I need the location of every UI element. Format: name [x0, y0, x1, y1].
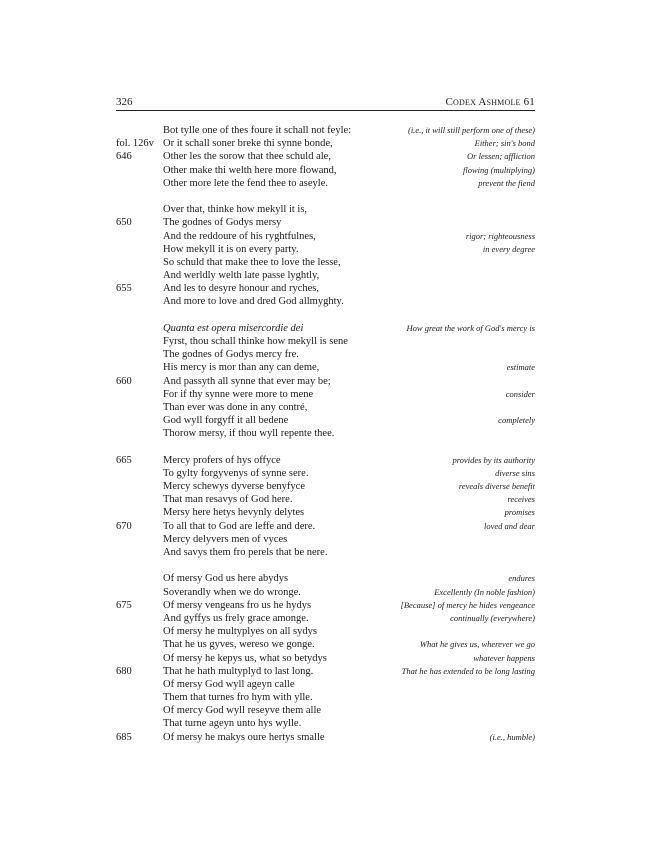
verse-text: Mercy profers of hys offyce [163, 454, 281, 466]
verse-line [0, 427, 650, 440]
line-number: 665 [116, 454, 132, 466]
verse-line [0, 652, 650, 665]
stanza-break [0, 559, 650, 572]
gloss-note: estimate [506, 362, 535, 373]
verse-text: And les to desyre honour and ryches, [163, 283, 320, 295]
verse-text: Of mersy he kepys us, what so betydys [163, 652, 327, 664]
line-number: 680 [116, 665, 132, 677]
gloss-note: (i.e., it will still perform one of these) [407, 125, 535, 135]
gloss-note: in every degree [482, 243, 535, 254]
line-number: 655 [116, 283, 132, 295]
line-number: 685 [116, 731, 132, 743]
verse-text: And werldly welth late passe lyghtly, [163, 270, 320, 282]
verse-line [0, 546, 650, 559]
verse-text: Of mersy he multyplyes on all sydys [163, 626, 317, 638]
gloss-note: continually (everywhere) [450, 612, 535, 623]
verse-line [0, 506, 650, 519]
verse-line [0, 256, 650, 269]
verse-line [0, 335, 650, 348]
verse-text: To gylty forgyvenys of synne sere. [163, 467, 309, 479]
gloss-note: endures [508, 573, 535, 584]
verse-text: Bot tylle one of thes foure it schall not feyle: [163, 125, 352, 136]
verse-line [0, 230, 650, 243]
verse-text: Of mersy God wyll ageyn calle [163, 678, 295, 690]
verse-line [0, 361, 650, 374]
verse-text: And savys them fro perels that be nere. [163, 547, 328, 558]
verse-line [0, 520, 650, 533]
verse-text: Other more lete the fend thee to aseyle. [163, 177, 329, 189]
gloss-note: prevent the fiend [478, 177, 535, 188]
gloss-note: [Because] of mercy he hides vengeance [400, 599, 535, 610]
verse-line [0, 572, 650, 585]
verse-text: His mercy is mor than any can deme, [163, 362, 320, 374]
verse-line [0, 348, 650, 361]
gloss-note: (i.e., humble) [489, 731, 535, 742]
verse-line [0, 493, 650, 506]
verse-text: That turne ageyn unto hys wylle. [163, 718, 302, 730]
verse-text: The godnes of Godys mersy [163, 217, 282, 229]
verse-line [0, 704, 650, 717]
gloss-note: What he gives us, wherever we go [419, 639, 535, 650]
verse-line [0, 164, 650, 177]
verse-line [0, 625, 650, 638]
verse-line [0, 124, 650, 137]
verse-text: Of mercy God wyll reseyve them alle [163, 705, 322, 717]
running-head [116, 94, 535, 111]
verse-text: Or it schall soner breke thi synne bonde, [163, 138, 333, 150]
verse-text: Thorow mersy, if thou wyll repente thee. [163, 428, 335, 440]
verse-text: And the reddoure of his ryghtfulnes, [163, 230, 316, 242]
gloss-note: provides by its authority [452, 454, 535, 465]
gloss-note: receives [507, 494, 535, 505]
verse-text: How mekyll it is on every party. [163, 243, 299, 255]
verse-line [0, 586, 650, 599]
verse-text: So schuld that make thee to love the lesse, [163, 256, 341, 268]
gloss-note: rigor; righteousness [465, 230, 535, 241]
gloss-note: Excellently (In noble fashion) [434, 586, 535, 597]
book-title: Codex Ashmole 61 [445, 96, 535, 108]
gloss-note: whatever happens [473, 652, 535, 663]
verse-line [0, 638, 650, 651]
poem-body [0, 124, 650, 744]
gloss-note: completely [498, 415, 535, 426]
line-number: 646 [116, 151, 132, 163]
gloss-note: Either; sin's bond [474, 138, 535, 149]
verse-text: God wyll forgyff it all bedene [163, 415, 289, 427]
verse-text: And passyth all synne that ever may be; [163, 375, 331, 387]
gloss-note: How great the work of God's mercy is [406, 322, 535, 333]
gloss-note: consider [505, 388, 535, 399]
verse-line [0, 454, 650, 467]
gloss-note: reveals diverse benefit [458, 481, 535, 492]
verse-text: Mercy delyvers men of vyces [163, 533, 288, 545]
verse-text: Of mersy vengeans fro us he hydys [163, 599, 312, 611]
verse-line [0, 678, 650, 691]
verse-line [0, 203, 650, 216]
verse-text: Quanta est opera misercordie dei [163, 322, 304, 334]
line-number: 660 [116, 375, 132, 387]
verse-line [0, 599, 650, 612]
verse-line [0, 717, 650, 730]
verse-line [0, 269, 650, 282]
stanza-break [0, 309, 650, 322]
verse-line [0, 467, 650, 480]
verse-text: Soverandly when we do wronge. [163, 586, 301, 598]
stanza-break [0, 441, 650, 454]
verse-line [0, 137, 650, 150]
verse-text: And more to love and dred God allmyghty. [163, 296, 344, 308]
verse-line [0, 375, 650, 388]
gloss-note: diverse sins [495, 467, 535, 478]
verse-text: That he us gyves, wereso we gonge. [163, 639, 315, 651]
line-number: 670 [116, 520, 132, 532]
verse-text: Fyrst, thou schall thinke how mekyll is sene [163, 336, 348, 347]
verse-text: That man resavys of God here. [163, 494, 293, 506]
verse-line [0, 731, 650, 744]
verse-line [0, 177, 650, 190]
verse-text: For if thy synne were more to mene [163, 388, 314, 400]
verse-line [0, 388, 650, 401]
verse-text: To all that to God are leffe and dere. [163, 520, 316, 532]
verse-line [0, 322, 650, 335]
verse-line [0, 665, 650, 678]
verse-line [0, 243, 650, 256]
page-number: 326 [116, 96, 133, 108]
line-number: fol. 126v [116, 138, 154, 150]
verse-line [0, 612, 650, 625]
verse-line [0, 691, 650, 704]
verse-text: Other make thi welth here more flowand, [163, 164, 337, 176]
verse-line [0, 414, 650, 427]
verse-text: Other les the sorow that thee schuld ale, [163, 151, 331, 163]
verse-line [0, 150, 650, 163]
verse-line [0, 480, 650, 493]
verse-text: Mersy here hetys hevynly delytes [163, 507, 305, 519]
verse-text: Over that, thinke how mekyll it is, [163, 204, 308, 216]
gloss-note: That he has extended to be long lasting [401, 665, 535, 676]
verse-text: Than ever was done in any contré, [163, 401, 308, 413]
verse-text: Them that turnes fro hym with ylle. [163, 692, 313, 704]
gloss-note: loved and dear [484, 520, 535, 531]
line-number: 650 [116, 217, 132, 229]
gloss-note: promises [504, 507, 535, 518]
stanza-break [0, 190, 650, 203]
verse-text: Of mersy God us here abydys [163, 573, 289, 585]
verse-text: Mercy schewys dyverse benyfyce [163, 481, 305, 493]
line-number: 675 [116, 599, 132, 611]
verse-line [0, 295, 650, 308]
verse-text: The godnes of Godys mercy fre. [163, 349, 299, 361]
verse-line [0, 401, 650, 414]
verse-text: Of mersy he makys oure hertys smalle [163, 731, 325, 743]
gloss-note: Or lessen; affliction [467, 151, 535, 162]
verse-line [0, 282, 650, 295]
verse-text: And gyffys us frely grace amonge. [163, 612, 309, 624]
verse-line [0, 533, 650, 546]
gloss-note: flowing (multiplying) [462, 164, 535, 175]
verse-text: That he hath multyplyd to last long. [163, 665, 314, 677]
verse-line [0, 216, 650, 229]
